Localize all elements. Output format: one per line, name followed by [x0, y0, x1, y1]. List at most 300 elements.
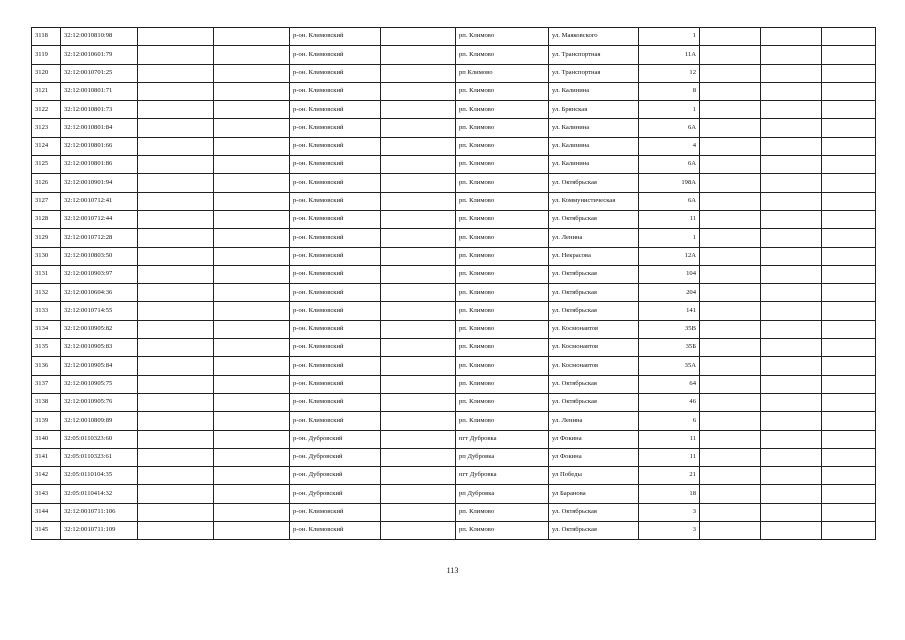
house-number-cell: 204 — [639, 284, 700, 302]
empty-cell — [700, 448, 761, 466]
row-number-cell: 3138 — [32, 393, 61, 411]
empty-cell — [381, 430, 456, 448]
empty-cell — [822, 82, 876, 100]
empty-cell — [822, 101, 876, 119]
empty-cell — [381, 101, 456, 119]
empty-cell — [700, 320, 761, 338]
house-number-cell: 6А — [639, 156, 700, 174]
street-cell: ул. Ленина — [549, 412, 639, 430]
district-cell: р-он. Климовский — [290, 412, 381, 430]
empty-cell — [138, 192, 214, 210]
settlement-cell: рп. Климово — [456, 229, 549, 247]
table-row — [32, 101, 876, 119]
table-row — [32, 412, 876, 430]
district-cell: р-он. Климовский — [290, 522, 381, 540]
empty-cell — [214, 265, 290, 283]
table-row — [32, 522, 876, 540]
house-number-cell: 104 — [639, 265, 700, 283]
table-row — [32, 265, 876, 283]
house-number-cell: 35Б — [639, 339, 700, 357]
table-row — [32, 64, 876, 82]
table-row — [32, 156, 876, 174]
row-number-cell: 3143 — [32, 485, 61, 503]
empty-cell — [214, 82, 290, 100]
district-cell: р-он. Климовский — [290, 137, 381, 155]
cadastral-number-cell: 32:05:0110323:60 — [61, 430, 138, 448]
street-cell: ул Фокина — [549, 430, 639, 448]
empty-cell — [700, 192, 761, 210]
empty-cell — [138, 339, 214, 357]
settlement-cell: рп. Климово — [456, 119, 549, 137]
empty-cell — [381, 412, 456, 430]
empty-cell — [700, 485, 761, 503]
house-number-cell: 18 — [639, 485, 700, 503]
empty-cell — [214, 357, 290, 375]
empty-cell — [138, 320, 214, 338]
empty-cell — [700, 265, 761, 283]
row-number-cell: 3126 — [32, 174, 61, 192]
row-number-cell: 3135 — [32, 339, 61, 357]
empty-cell — [761, 82, 822, 100]
empty-cell — [138, 137, 214, 155]
district-cell: р-он. Дубровский — [290, 485, 381, 503]
empty-cell — [761, 430, 822, 448]
empty-cell — [138, 522, 214, 540]
cadastral-number-cell: 32:12:0010801:84 — [61, 119, 138, 137]
row-number-cell: 3131 — [32, 265, 61, 283]
empty-cell — [822, 485, 876, 503]
table-row — [32, 485, 876, 503]
row-number-cell: 3130 — [32, 247, 61, 265]
empty-cell — [700, 119, 761, 137]
row-number-cell: 3125 — [32, 156, 61, 174]
empty-cell — [214, 412, 290, 430]
cadastral-number-cell: 32:12:0010905:76 — [61, 393, 138, 411]
empty-cell — [214, 46, 290, 64]
table-row — [32, 284, 876, 302]
row-number-cell: 3140 — [32, 430, 61, 448]
empty-cell — [214, 393, 290, 411]
row-number-cell: 3127 — [32, 192, 61, 210]
street-cell: ул. Космонавтов — [549, 357, 639, 375]
house-number-cell: 12 — [639, 64, 700, 82]
district-cell: р-он. Дубровский — [290, 430, 381, 448]
house-number-cell: 11 — [639, 430, 700, 448]
cadastral-number-cell: 32:12:0010712:28 — [61, 229, 138, 247]
empty-cell — [761, 101, 822, 119]
empty-cell — [761, 485, 822, 503]
house-number-cell: 198А — [639, 174, 700, 192]
empty-cell — [214, 101, 290, 119]
empty-cell — [822, 174, 876, 192]
cadastral-number-cell: 32:12:0010801:71 — [61, 82, 138, 100]
empty-cell — [381, 229, 456, 247]
house-number-cell: 6А — [639, 192, 700, 210]
settlement-cell: рп. Климово — [456, 284, 549, 302]
row-number-cell: 3122 — [32, 101, 61, 119]
empty-cell — [214, 137, 290, 155]
empty-cell — [381, 320, 456, 338]
empty-cell — [381, 210, 456, 228]
cadastral-number-cell: 32:12:0010711:109 — [61, 522, 138, 540]
empty-cell — [700, 393, 761, 411]
street-cell: ул. Октябрьская — [549, 210, 639, 228]
empty-cell — [761, 375, 822, 393]
cadastral-number-cell: 32:12:0010809:89 — [61, 412, 138, 430]
district-cell: р-он. Климовский — [290, 265, 381, 283]
house-number-cell: 3 — [639, 503, 700, 521]
empty-cell — [381, 448, 456, 466]
empty-cell — [138, 82, 214, 100]
cadastral-number-cell: 32:12:0010714:55 — [61, 302, 138, 320]
empty-cell — [138, 467, 214, 485]
house-number-cell: 11А — [639, 46, 700, 64]
district-cell: р-он. Климовский — [290, 174, 381, 192]
district-cell: р-он. Климовский — [290, 28, 381, 46]
empty-cell — [381, 156, 456, 174]
cadastral-number-cell: 32:12:0010712:41 — [61, 192, 138, 210]
district-cell: р-он. Климовский — [290, 46, 381, 64]
empty-cell — [700, 210, 761, 228]
empty-cell — [700, 522, 761, 540]
table-row — [32, 375, 876, 393]
row-number-cell: 3142 — [32, 467, 61, 485]
house-number-cell: 46 — [639, 393, 700, 411]
empty-cell — [138, 265, 214, 283]
empty-cell — [700, 137, 761, 155]
empty-cell — [138, 64, 214, 82]
cadastral-number-cell: 32:12:0010712:44 — [61, 210, 138, 228]
settlement-cell: рп Дубровка — [456, 448, 549, 466]
district-cell: р-он. Климовский — [290, 320, 381, 338]
house-number-cell: 6А — [639, 119, 700, 137]
empty-cell — [822, 46, 876, 64]
empty-cell — [761, 448, 822, 466]
empty-cell — [761, 357, 822, 375]
house-number-cell: 11 — [639, 210, 700, 228]
row-number-cell: 3121 — [32, 82, 61, 100]
empty-cell — [138, 101, 214, 119]
empty-cell — [381, 174, 456, 192]
empty-cell — [381, 375, 456, 393]
district-cell: р-он. Дубровский — [290, 448, 381, 466]
empty-cell — [381, 82, 456, 100]
empty-cell — [822, 265, 876, 283]
empty-cell — [214, 320, 290, 338]
settlement-cell: рп. Климово — [456, 137, 549, 155]
table-row — [32, 174, 876, 192]
empty-cell — [761, 247, 822, 265]
page-number: 113 — [446, 566, 459, 575]
empty-cell — [214, 229, 290, 247]
empty-cell — [761, 393, 822, 411]
district-cell: р-он. Климовский — [290, 156, 381, 174]
house-number-cell: 35В — [639, 320, 700, 338]
empty-cell — [700, 82, 761, 100]
settlement-cell: рп. Климово — [456, 320, 549, 338]
street-cell: ул. Калинина — [549, 82, 639, 100]
district-cell: р-он. Климовский — [290, 302, 381, 320]
empty-cell — [822, 339, 876, 357]
street-cell: ул Баранова — [549, 485, 639, 503]
settlement-cell: рп. Климово — [456, 522, 549, 540]
empty-cell — [138, 393, 214, 411]
empty-cell — [761, 284, 822, 302]
empty-cell — [381, 302, 456, 320]
street-cell: ул. Октябрьская — [549, 284, 639, 302]
settlement-cell: рп. Климово — [456, 393, 549, 411]
empty-cell — [700, 339, 761, 357]
empty-cell — [138, 284, 214, 302]
empty-cell — [381, 137, 456, 155]
settlement-cell: рп. Климово — [456, 210, 549, 228]
cadastral-number-cell: 32:12:0010905:83 — [61, 339, 138, 357]
cadastral-number-cell: 32:12:0010803:50 — [61, 247, 138, 265]
empty-cell — [381, 357, 456, 375]
row-number-cell: 3129 — [32, 229, 61, 247]
cadastral-number-cell: 32:12:0010905:84 — [61, 357, 138, 375]
empty-cell — [761, 28, 822, 46]
empty-cell — [138, 210, 214, 228]
empty-cell — [138, 357, 214, 375]
house-number-cell: 12А — [639, 247, 700, 265]
street-cell: ул. Калинина — [549, 119, 639, 137]
settlement-cell: рп. Климово — [456, 28, 549, 46]
row-number-cell: 3128 — [32, 210, 61, 228]
empty-cell — [700, 503, 761, 521]
empty-cell — [761, 174, 822, 192]
empty-cell — [700, 101, 761, 119]
empty-cell — [138, 375, 214, 393]
settlement-cell: рп. Климово — [456, 339, 549, 357]
table-row — [32, 503, 876, 521]
empty-cell — [138, 302, 214, 320]
empty-cell — [138, 485, 214, 503]
street-cell: ул. Транспортная — [549, 46, 639, 64]
empty-cell — [700, 156, 761, 174]
empty-cell — [700, 357, 761, 375]
district-cell: р-он. Климовский — [290, 192, 381, 210]
empty-cell — [700, 247, 761, 265]
row-number-cell: 3137 — [32, 375, 61, 393]
empty-cell — [761, 522, 822, 540]
house-number-cell: 3 — [639, 522, 700, 540]
empty-cell — [761, 302, 822, 320]
district-cell: р-он. Климовский — [290, 229, 381, 247]
empty-cell — [700, 412, 761, 430]
empty-cell — [214, 448, 290, 466]
table-row — [32, 28, 876, 46]
empty-cell — [214, 64, 290, 82]
empty-cell — [138, 503, 214, 521]
empty-cell — [381, 247, 456, 265]
row-number-cell: 3145 — [32, 522, 61, 540]
empty-cell — [381, 503, 456, 521]
empty-cell — [761, 412, 822, 430]
row-number-cell: 3118 — [32, 28, 61, 46]
settlement-cell: рп. Климово — [456, 192, 549, 210]
street-cell: ул. Октябрьская — [549, 522, 639, 540]
empty-cell — [761, 137, 822, 155]
empty-cell — [214, 156, 290, 174]
settlement-cell: рп. Климово — [456, 265, 549, 283]
empty-cell — [822, 467, 876, 485]
settlement-cell: рп. Климово — [456, 247, 549, 265]
settlement-cell: рп. Климово — [456, 357, 549, 375]
table-row — [32, 302, 876, 320]
empty-cell — [214, 485, 290, 503]
street-cell: ул. Космонавтов — [549, 339, 639, 357]
empty-cell — [214, 192, 290, 210]
empty-cell — [138, 247, 214, 265]
empty-cell — [822, 64, 876, 82]
empty-cell — [214, 339, 290, 357]
empty-cell — [822, 357, 876, 375]
empty-cell — [822, 320, 876, 338]
settlement-cell: рп. Климово — [456, 174, 549, 192]
district-cell: р-он. Климовский — [290, 101, 381, 119]
empty-cell — [700, 229, 761, 247]
street-cell: ул. Октябрьская — [549, 375, 639, 393]
empty-cell — [700, 284, 761, 302]
empty-cell — [214, 247, 290, 265]
street-cell: ул. Калинина — [549, 137, 639, 155]
settlement-cell: рп. Климово — [456, 156, 549, 174]
empty-cell — [381, 393, 456, 411]
empty-cell — [761, 156, 822, 174]
empty-cell — [381, 119, 456, 137]
empty-cell — [214, 284, 290, 302]
settlement-cell: рп. Климово — [456, 412, 549, 430]
house-number-cell: 21 — [639, 467, 700, 485]
district-cell: р-он. Климовский — [290, 339, 381, 357]
empty-cell — [822, 210, 876, 228]
empty-cell — [381, 485, 456, 503]
empty-cell — [214, 210, 290, 228]
registry-table — [31, 27, 876, 540]
empty-cell — [822, 393, 876, 411]
settlement-cell: пгт Дубровка — [456, 467, 549, 485]
row-number-cell: 3124 — [32, 137, 61, 155]
cadastral-number-cell: 32:12:0010810:98 — [61, 28, 138, 46]
empty-cell — [214, 174, 290, 192]
settlement-cell: рп Дубровка — [456, 485, 549, 503]
cadastral-number-cell: 32:12:0010601:79 — [61, 46, 138, 64]
row-number-cell: 3141 — [32, 448, 61, 466]
table-row — [32, 320, 876, 338]
district-cell: р-он. Климовский — [290, 247, 381, 265]
empty-cell — [381, 467, 456, 485]
house-number-cell: 35А — [639, 357, 700, 375]
district-cell: р-он. Климовский — [290, 82, 381, 100]
row-number-cell: 3133 — [32, 302, 61, 320]
cadastral-number-cell: 32:05:0110104:35 — [61, 467, 138, 485]
empty-cell — [138, 448, 214, 466]
district-cell: р-он. Климовский — [290, 119, 381, 137]
empty-cell — [822, 522, 876, 540]
empty-cell — [822, 156, 876, 174]
table-row — [32, 210, 876, 228]
empty-cell — [700, 375, 761, 393]
empty-cell — [214, 522, 290, 540]
table-row — [32, 339, 876, 357]
table-row — [32, 119, 876, 137]
table-row — [32, 467, 876, 485]
empty-cell — [381, 28, 456, 46]
district-cell: р-он. Дубровский — [290, 467, 381, 485]
empty-cell — [138, 174, 214, 192]
row-number-cell: 3134 — [32, 320, 61, 338]
cadastral-number-cell: 32:12:0010901:94 — [61, 174, 138, 192]
empty-cell — [761, 46, 822, 64]
street-cell: ул. Маяковского — [549, 28, 639, 46]
street-cell: ул Фокина — [549, 448, 639, 466]
empty-cell — [214, 467, 290, 485]
house-number-cell: 11 — [639, 448, 700, 466]
district-cell: р-он. Климовский — [290, 375, 381, 393]
street-cell: ул. Октябрьская — [549, 302, 639, 320]
empty-cell — [822, 229, 876, 247]
district-cell: р-он. Климовский — [290, 284, 381, 302]
cadastral-number-cell: 32:12:0010711:106 — [61, 503, 138, 521]
empty-cell — [822, 302, 876, 320]
registry-table-body — [32, 28, 876, 540]
street-cell: ул. Некрасова — [549, 247, 639, 265]
empty-cell — [700, 46, 761, 64]
empty-cell — [700, 28, 761, 46]
house-number-cell: 8 — [639, 82, 700, 100]
cadastral-number-cell: 32:12:0010801:66 — [61, 137, 138, 155]
empty-cell — [214, 302, 290, 320]
house-number-cell: 4 — [639, 137, 700, 155]
house-number-cell: 64 — [639, 375, 700, 393]
empty-cell — [822, 119, 876, 137]
empty-cell — [822, 137, 876, 155]
row-number-cell: 3144 — [32, 503, 61, 521]
settlement-cell: рп. Климово — [456, 46, 549, 64]
empty-cell — [822, 448, 876, 466]
cadastral-number-cell: 32:12:0010604:36 — [61, 284, 138, 302]
cadastral-number-cell: 32:12:0010701:25 — [61, 64, 138, 82]
row-number-cell: 3119 — [32, 46, 61, 64]
row-number-cell: 3120 — [32, 64, 61, 82]
empty-cell — [381, 46, 456, 64]
house-number-cell: 6 — [639, 412, 700, 430]
street-cell: ул. Космонавтов — [549, 320, 639, 338]
empty-cell — [822, 430, 876, 448]
row-number-cell: 3139 — [32, 412, 61, 430]
table-row — [32, 430, 876, 448]
empty-cell — [822, 284, 876, 302]
empty-cell — [761, 467, 822, 485]
empty-cell — [761, 119, 822, 137]
empty-cell — [381, 265, 456, 283]
empty-cell — [822, 503, 876, 521]
table-row — [32, 229, 876, 247]
empty-cell — [822, 192, 876, 210]
empty-cell — [138, 430, 214, 448]
house-number-cell: 1 — [639, 229, 700, 247]
empty-cell — [381, 522, 456, 540]
cadastral-number-cell: 32:12:0010903:97 — [61, 265, 138, 283]
table-row — [32, 448, 876, 466]
empty-cell — [138, 156, 214, 174]
empty-cell — [214, 503, 290, 521]
street-cell: ул. Октябрьская — [549, 503, 639, 521]
empty-cell — [138, 119, 214, 137]
street-cell: ул. Транспортная — [549, 64, 639, 82]
street-cell: ул. Калинина — [549, 156, 639, 174]
